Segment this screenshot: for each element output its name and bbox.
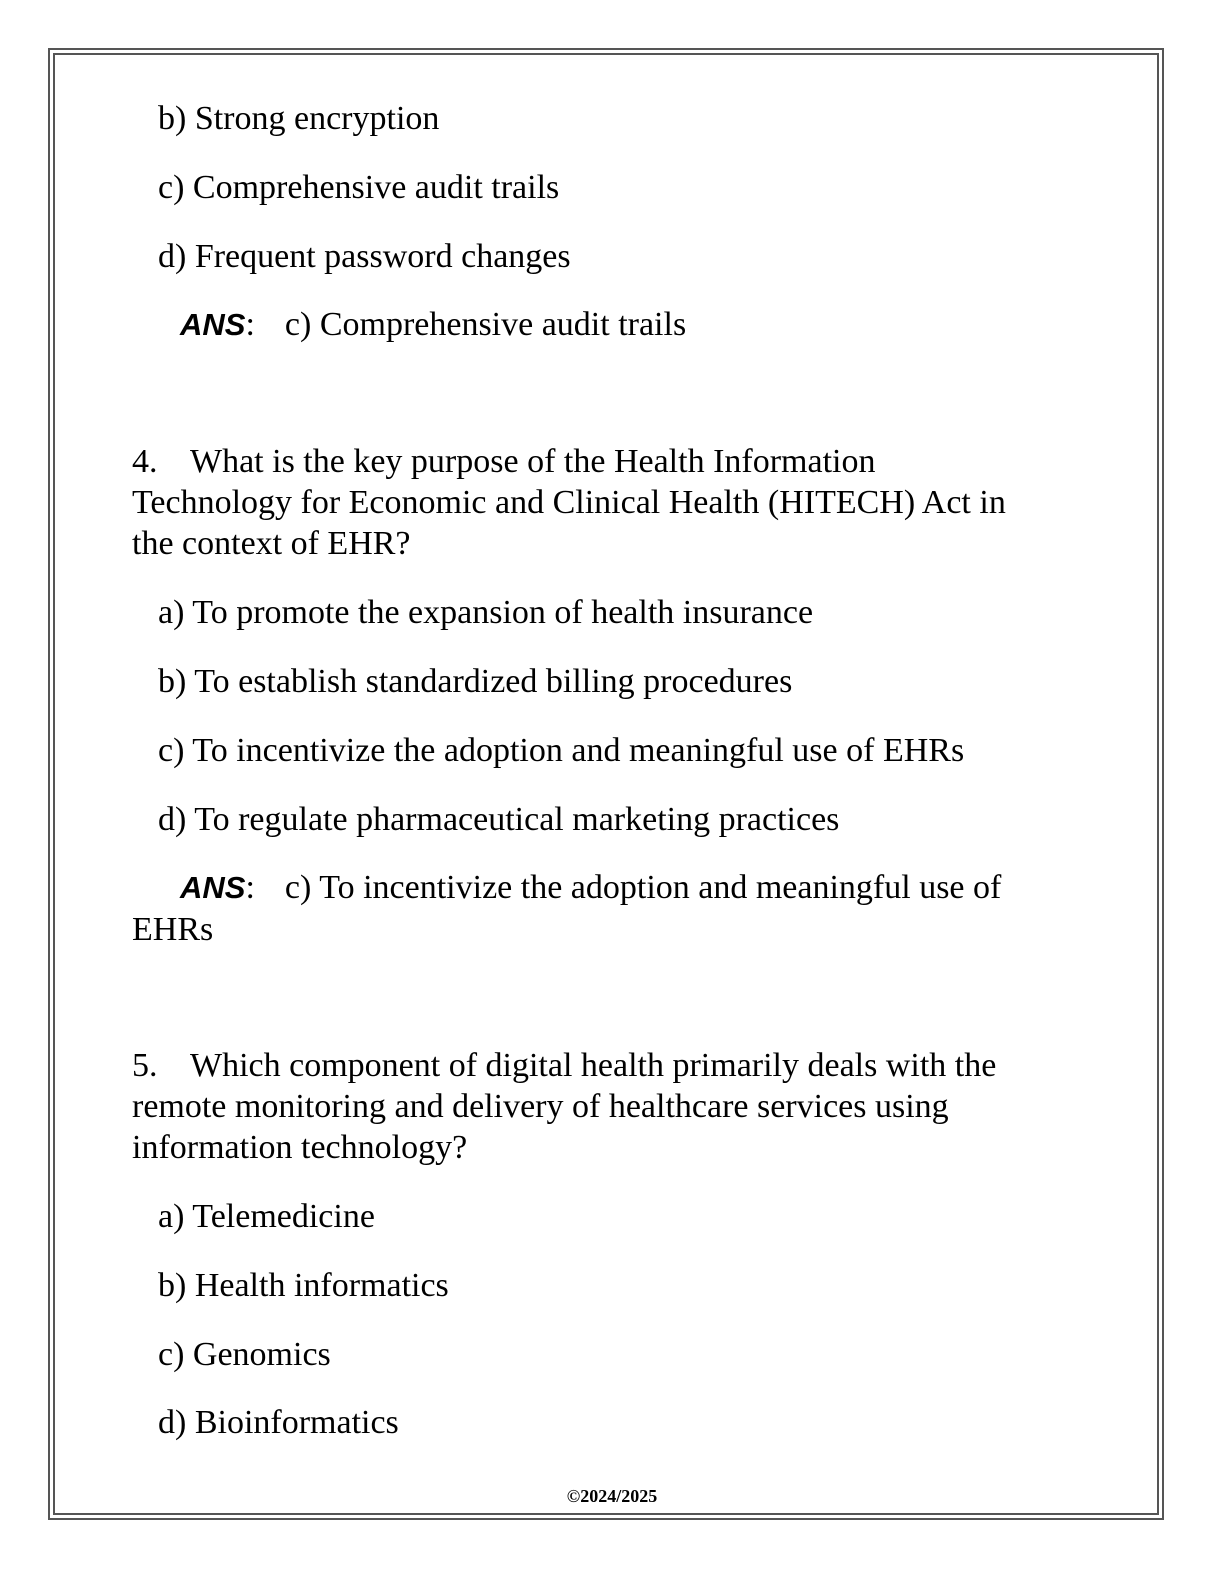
q4-option-d: d) To regulate pharmaceutical marketing practices xyxy=(158,801,840,838)
q4-option-b: b) To establish standardized billing procedures xyxy=(158,663,793,700)
q5-option-c: c) Genomics xyxy=(158,1336,331,1373)
q3-option-b: b) Strong encryption xyxy=(158,100,440,137)
q5-stem-text-1: Which component of digital health primarily deals with the xyxy=(190,1047,997,1084)
answer-label: ANS xyxy=(180,307,246,342)
q5-option-a: a) Telemedicine xyxy=(158,1198,375,1235)
q5-option-d: d) Bioinformatics xyxy=(158,1404,399,1441)
q3-answer-text: c) Comprehensive audit trails xyxy=(284,306,687,343)
q4-option-c: c) To incentivize the adoption and meaningful use of EHRs xyxy=(158,732,965,769)
q4-answer xyxy=(180,867,1001,908)
q4-stem-text-1: What is the key purpose of the Health Information xyxy=(190,443,876,480)
q5-stem-line-1 xyxy=(132,1045,996,1086)
q4-answer-text-1: c) To incentivize the adoption and meaningful use of xyxy=(284,869,1002,906)
q4-option-a: a) To promote the expansion of health insurance xyxy=(158,594,814,631)
copyright-footer: ©2024/2025 xyxy=(566,1486,658,1506)
answer-label: ANS xyxy=(180,870,246,905)
q3-answer xyxy=(180,304,686,345)
answer-colon: : xyxy=(245,869,255,906)
q4-answer-text-2: EHRs xyxy=(132,911,214,948)
q5-stem-line-3: information technology? xyxy=(132,1129,468,1166)
q3-option-c: c) Comprehensive audit trails xyxy=(158,169,560,206)
q5-option-b: b) Health informatics xyxy=(158,1267,449,1304)
q4-stem-line-1 xyxy=(132,441,875,482)
q4-stem-line-2: Technology for Economic and Clinical Health (HITECH) Act in xyxy=(132,484,1006,521)
q4-number: 4. xyxy=(132,443,158,480)
answer-colon: : xyxy=(245,306,255,343)
q4-stem-line-3: the context of EHR? xyxy=(132,525,411,562)
q5-number: 5. xyxy=(132,1047,158,1084)
q3-option-d: d) Frequent password changes xyxy=(158,238,571,275)
q5-stem-line-2: remote monitoring and delivery of healthcare services using xyxy=(132,1088,949,1125)
